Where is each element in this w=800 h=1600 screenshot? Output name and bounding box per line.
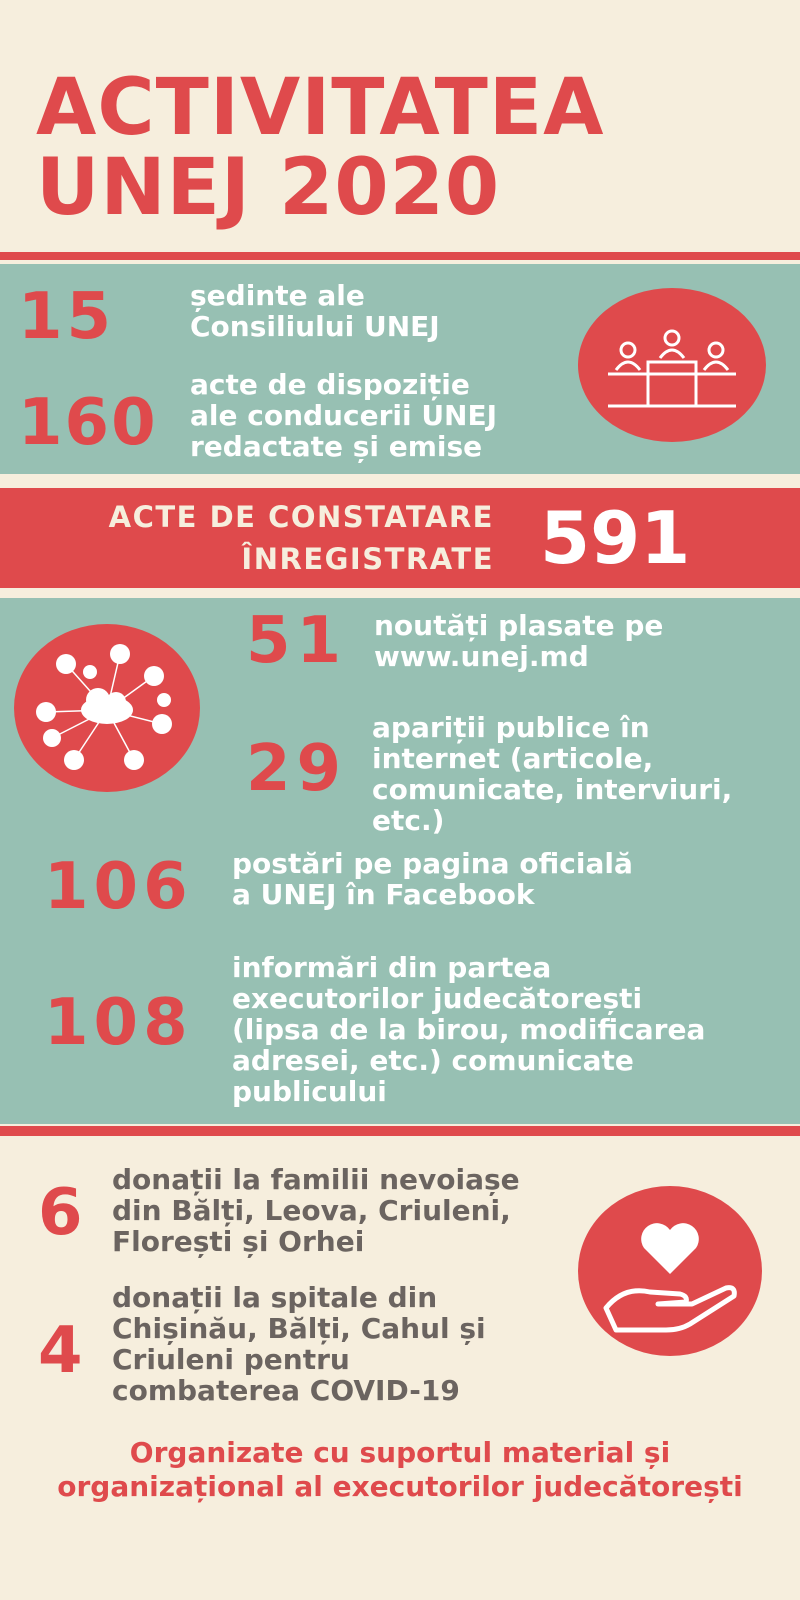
divider-stripe: [0, 1126, 800, 1136]
heart-hand-icon: [578, 1186, 762, 1356]
stat-text-notices: informări din partea executorilor judecătorești (lipsa de la birou, modificarea adresei, etc.) comunicate publicului: [232, 951, 706, 1108]
title-line-2: UNEJ 2020: [36, 143, 501, 233]
meeting-icon: [578, 288, 766, 442]
network-cloud-icon: [14, 624, 200, 792]
stat-text-family-donations: donații la familii nevoiașe din Bălți, Leova, Criuleni, Florești și Orhei: [112, 1163, 520, 1258]
stat-text-news: noutăți plasate pe www.unej.md: [374, 609, 664, 673]
stat-number-sessions: 15: [18, 280, 116, 354]
section-council: [0, 264, 800, 474]
stat-text-appearances: apariții publice în internet (articole, comunicate, interviuri, etc.): [372, 711, 733, 837]
stat-number-appearances: 29: [246, 732, 348, 806]
band-number: 591: [540, 496, 691, 580]
stat-text-sessions: ședinte ale Consiliului UNEJ: [190, 279, 440, 343]
stat-number-hospital-donations: 4: [38, 1314, 87, 1388]
registered-acts-band: [0, 488, 800, 588]
stat-number-notices: 108: [44, 986, 193, 1060]
page-title: [36, 63, 605, 233]
divider-stripe: [0, 252, 800, 260]
band-label: ACTE DE CONSTATARE ÎNREGISTRATE: [108, 500, 494, 576]
stat-text-facebook: postări pe pagina oficială a UNEJ în Facebook: [232, 847, 633, 911]
title-line-1: ACTIVITATEA: [36, 63, 605, 153]
stat-number-facebook: 106: [44, 850, 193, 924]
section-communication: [0, 598, 800, 1124]
stat-number-acts: 160: [18, 386, 158, 460]
stat-text-acts: acte de dispoziție ale conducerii UNEJ redactate și emise: [190, 368, 498, 463]
stat-number-news: 51: [246, 604, 348, 678]
stat-number-family-donations: 6: [38, 1176, 87, 1250]
footer-note: Organizate cu suportul material și organizațional al executorilor judecătorești: [57, 1436, 743, 1503]
stat-text-hospital-donations: donații la spitale din Chișinău, Bălți, Cahul și Criuleni pentru combaterea COVID-19: [112, 1281, 486, 1407]
